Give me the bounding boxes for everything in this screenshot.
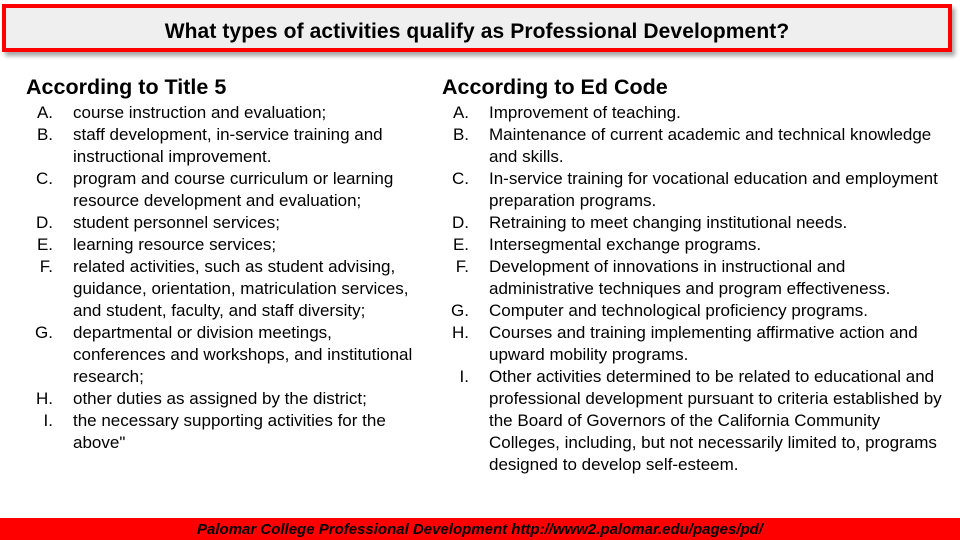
list-item-text: Intersegmental exchange programs.	[489, 235, 762, 254]
list-item	[26, 124, 426, 168]
slide-title: What types of activities qualify as Professional Development?	[164, 19, 790, 43]
list-marker: C.	[452, 169, 469, 188]
list-item-text: Courses and training implementing affirmative action and upward mobility programs.	[489, 323, 918, 364]
list-item-text: course instruction and evaluation;	[73, 103, 327, 122]
list-marker: I.	[459, 367, 469, 386]
list-marker: E.	[36, 235, 53, 254]
list-marker: F.	[39, 257, 53, 276]
list-item-text: In-service training for vocational education and employment preparation programs.	[489, 169, 938, 210]
list-item	[442, 124, 952, 168]
list-item-text: Development of innovations in instructional and administrative techniques and program effectiveness.	[489, 257, 891, 298]
list-item-text: Maintenance of current academic and technical knowledge and skills.	[489, 125, 932, 166]
list-item-text: the necessary supporting activities for the above"	[73, 411, 386, 452]
list-item	[442, 322, 952, 366]
ed-code-list	[442, 102, 952, 476]
list-marker: I.	[43, 411, 53, 430]
list-marker: G.	[451, 301, 469, 320]
list-item-text: departmental or division meetings, conferences and workshops, and institutional research;	[73, 323, 413, 386]
footer-text: Palomar College Professional Development http://www2.palomar.edu/pages/pd/	[197, 520, 763, 538]
list-item	[442, 102, 952, 124]
list-item	[26, 168, 426, 212]
list-item-text: Improvement of teaching.	[489, 103, 681, 122]
list-marker: D.	[452, 213, 469, 232]
list-item	[442, 256, 952, 300]
list-item	[26, 234, 426, 256]
list-marker: C.	[36, 169, 53, 188]
list-marker: B.	[452, 125, 469, 144]
list-item-text: related activities, such as student advising, guidance, orientation, matriculation services, and student, faculty, and staff diversity;	[73, 257, 409, 320]
list-marker: B.	[36, 125, 53, 144]
list-marker: F.	[455, 257, 469, 276]
list-item	[26, 102, 426, 124]
list-marker: D.	[36, 213, 53, 232]
list-marker: G.	[35, 323, 53, 342]
list-marker: A.	[452, 103, 469, 122]
footer-bar	[0, 518, 960, 540]
list-marker: A.	[36, 103, 53, 122]
list-item	[442, 234, 952, 256]
title-banner	[2, 4, 952, 52]
list-item-text: other duties as assigned by the district;	[73, 389, 367, 408]
list-item-text: learning resource services;	[73, 235, 277, 254]
list-item	[26, 410, 426, 454]
list-item	[442, 212, 952, 234]
title5-heading: According to Title 5	[26, 75, 227, 99]
list-item	[442, 366, 952, 476]
list-marker: E.	[452, 235, 469, 254]
ed-code-column	[442, 72, 952, 476]
list-item-text: Retraining to meet changing institutional needs.	[489, 213, 848, 232]
list-item	[26, 256, 426, 322]
list-item-text: staff development, in-service training and instructional improvement.	[73, 125, 383, 166]
list-item	[442, 168, 952, 212]
ed-code-heading: According to Ed Code	[442, 75, 668, 99]
list-item	[26, 212, 426, 234]
list-item	[26, 322, 426, 388]
list-item-text: student personnel services;	[73, 213, 280, 232]
list-marker: H.	[36, 389, 53, 408]
list-marker: H.	[452, 323, 469, 342]
title5-list	[26, 102, 426, 454]
list-item-text: program and course curriculum or learning resource development and evaluation;	[73, 169, 394, 210]
list-item-text: Computer and technological proficiency programs.	[489, 301, 868, 320]
list-item	[442, 300, 952, 322]
title5-column	[26, 72, 426, 454]
list-item-text: Other activities determined to be related to educational and professional development pursuant to criteria established by the Board of Governors of the California Community Colleges, including, but not necessarily limited to, programs designed to develop self-esteem.	[489, 367, 942, 474]
list-item	[26, 388, 426, 410]
